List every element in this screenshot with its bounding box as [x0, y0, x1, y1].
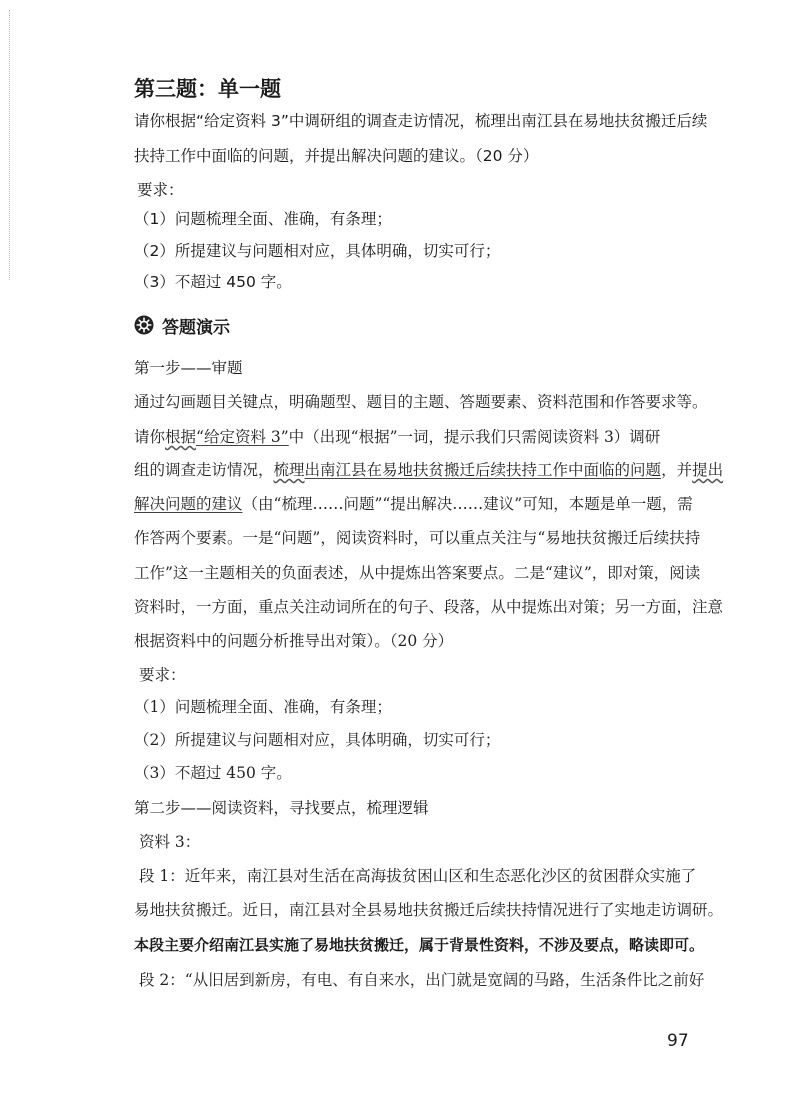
- keyword-genju: 根据: [165, 428, 197, 446]
- step1-intro: 通过勾画题目关键点，明确题型、题目的主题、答题要素、资料范围和作答要求等。: [134, 393, 708, 411]
- step2-title: 第二步——阅读资料，寻找要点，梳理逻辑: [134, 799, 429, 817]
- page-number: 97: [667, 1031, 689, 1051]
- gear-icon: [134, 315, 154, 335]
- question-line-2: 扶持工作中面临的问题，并提出解决问题的建议。（20 分）: [134, 147, 539, 165]
- keyword-material: “给定资料 3”: [196, 428, 289, 446]
- requirement-2: （2）所提建议与问题相对应，具体明确，切实可行；: [134, 242, 501, 260]
- analysis-line-6: 资料时，一方面，重点关注动词所在的句子、段落，从中提炼出对策；另一方面，注意: [134, 598, 724, 616]
- demo-requirement-3: （3）不超过 450 字。: [134, 764, 292, 782]
- demo-requirement-2: （2）所提建议与问题相对应，具体明确，切实可行；: [134, 731, 501, 749]
- material-para1-line-2: 易地扶贫搬迁。近日，南江县对全县易地扶贫搬迁后续扶持情况进行了实地走访调研。: [134, 901, 724, 919]
- material-para1-line-1: 段 1：近年来，南江县对生活在高海拔贫困山区和生态恶化沙区的贫困群众实施了: [139, 867, 697, 885]
- requirement-1: （1）问题梳理全面、准确，有条理；: [134, 210, 392, 228]
- analysis-line-2: 组的调查走访情况，梳理出南江县在易地扶贫搬迁后续扶持工作中面临的问题，并提出: [134, 461, 724, 479]
- binding-margin-dots: [9, 10, 11, 280]
- requirement-3: （3）不超过 450 字。: [134, 273, 292, 291]
- keyword-wenti: 问题: [630, 461, 662, 479]
- step1-title: 第一步——审题: [134, 359, 243, 377]
- material-para2-line-1: 段 2：“从旧居到新房，有电、有自来水，出门就是宽阔的马路，生活条件比之前好: [139, 971, 705, 989]
- para1-note: 本段主要介绍南江县实施了易地扶贫搬迁，属于背景性资料，不涉及要点，略读即可。: [134, 936, 705, 954]
- analysis-line-5: 工作”这一主题相关的负面表述，从中提炼出答案要点。二是“建议”，即对策，阅读: [134, 564, 701, 582]
- demo-requirement-1: （1）问题梳理全面、准确，有条理；: [134, 698, 392, 716]
- keyword-shuli: 梳理: [273, 461, 305, 479]
- question-line-1: 请你根据“给定资料 3”中调研组的调查走访情况，梳理出南江县在易地扶贫搬迁后续: [134, 112, 708, 130]
- analysis-line-4: 作答两个要素。一是“问题”，阅读资料时，可以重点关注与“易地扶贫搬迁后续扶持: [134, 529, 701, 547]
- material-label: 资料 3：: [139, 833, 201, 851]
- keyword-topic: 出南江县在易地扶贫搬迁后续扶持工作中面临的: [304, 461, 631, 479]
- analysis-line-1: 请你根据“给定资料 3”中（出现“根据”一词，提示我们只需阅读资料 3）调研: [134, 428, 661, 446]
- answer-demo-heading: [134, 314, 230, 336]
- answer-demo-title: 答题演示: [162, 317, 230, 338]
- keyword-tichu: 提出: [692, 461, 724, 479]
- keyword-jianyi: 解决问题的建议: [134, 495, 243, 513]
- demo-requirements-label: 要求：: [139, 666, 186, 684]
- analysis-line-3: 解决问题的建议（由“梳理……问题”“提出解决……建议”可知，本题是单一题，需: [134, 495, 693, 513]
- section-title: 第三题：单一题: [134, 77, 281, 101]
- requirements-label: 要求：: [137, 181, 184, 199]
- analysis-line-7: 根据资料中的问题分析推导出对策）。（20 分）: [134, 632, 454, 650]
